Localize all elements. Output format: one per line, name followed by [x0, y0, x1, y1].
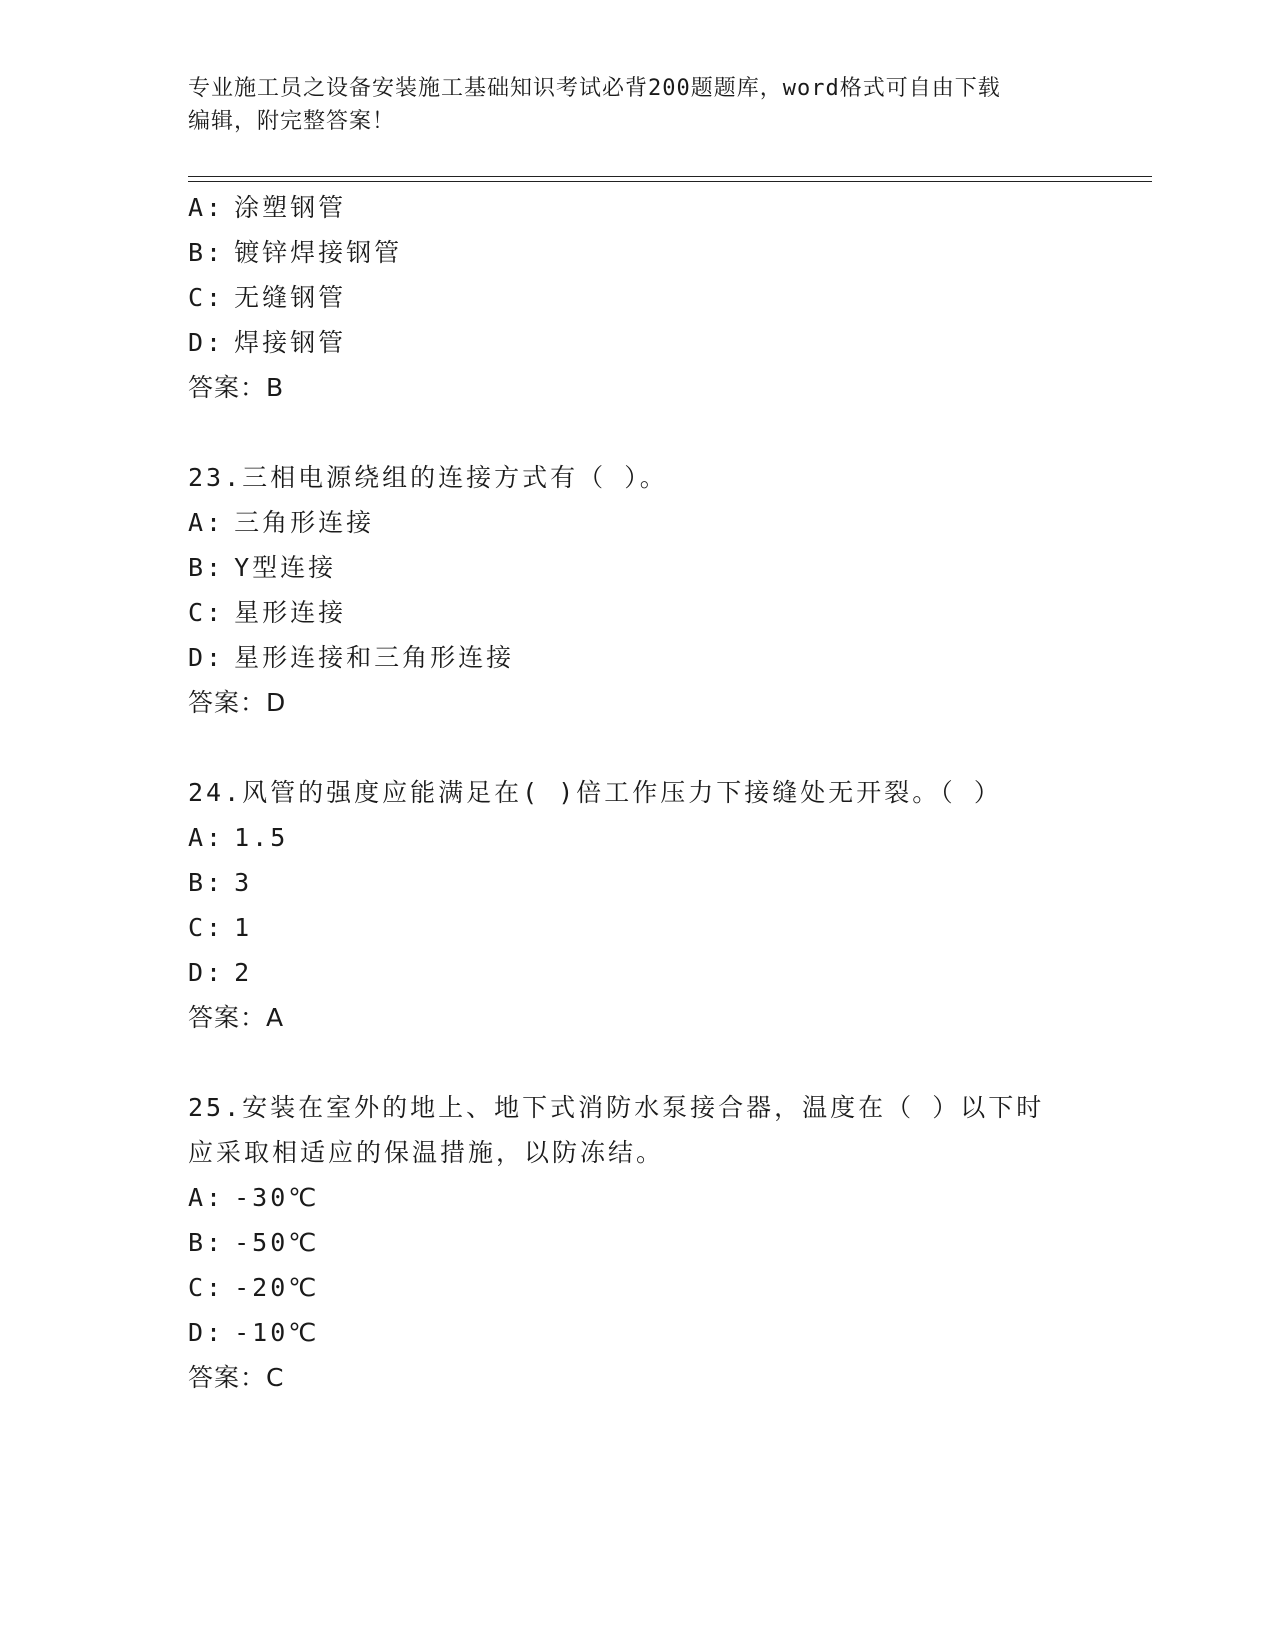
q25-stem-line-1: 25.安装在室外的地上、地下式消防水泵接合器，温度在（ ）以下时: [188, 1093, 1045, 1122]
q23-stem: 23.三相电源绕组的连接方式有（ ）。: [188, 463, 668, 492]
q23-option-b: B: Y型连接: [188, 553, 337, 582]
q23-option-c: C: 星形连接: [188, 598, 347, 627]
q24-option-c: C: 1: [188, 913, 253, 942]
q24-option-b: B: 3: [188, 868, 253, 897]
q25-stem-line-2: 应采取相适应的保温措施，以防冻结。: [188, 1138, 665, 1167]
q25-option-a: A: -30℃: [188, 1183, 320, 1212]
q23-answer: 答案：D: [188, 688, 287, 717]
header-line-1: 专业施工员之设备安装施工基础知识考试必背200题题库，word格式可自由下载: [188, 76, 1001, 101]
q24-answer: 答案：A: [188, 1003, 285, 1032]
q22-answer: 答案：B: [188, 373, 285, 402]
q23-option-a: A: 三角形连接: [188, 508, 375, 537]
q24-option-a: A: 1.5: [188, 823, 289, 852]
document-header: [188, 72, 1068, 138]
q22-option-a: A: 涂塑钢管: [188, 193, 347, 222]
q24-option-d: D: 2: [188, 958, 253, 987]
q25-option-b: B: -50℃: [188, 1228, 320, 1257]
q25-option-d: D: -10℃: [188, 1318, 320, 1347]
q24-stem: 24.风管的强度应能满足在( )倍工作压力下接缝处无开裂。（ ）: [188, 778, 1002, 807]
header-divider-top: [188, 176, 1152, 177]
q22-option-d: D: 焊接钢管: [188, 328, 347, 357]
header-divider-bottom: [188, 181, 1152, 182]
q23-option-d: D: 星形连接和三角形连接: [188, 643, 515, 672]
q25-option-c: C: -20℃: [188, 1273, 320, 1302]
q25-answer: 答案：C: [188, 1363, 285, 1392]
header-line-2: 编辑，附完整答案！: [188, 109, 396, 134]
q22-option-b: B: 镀锌焊接钢管: [188, 238, 403, 267]
q22-option-c: C: 无缝钢管: [188, 283, 347, 312]
